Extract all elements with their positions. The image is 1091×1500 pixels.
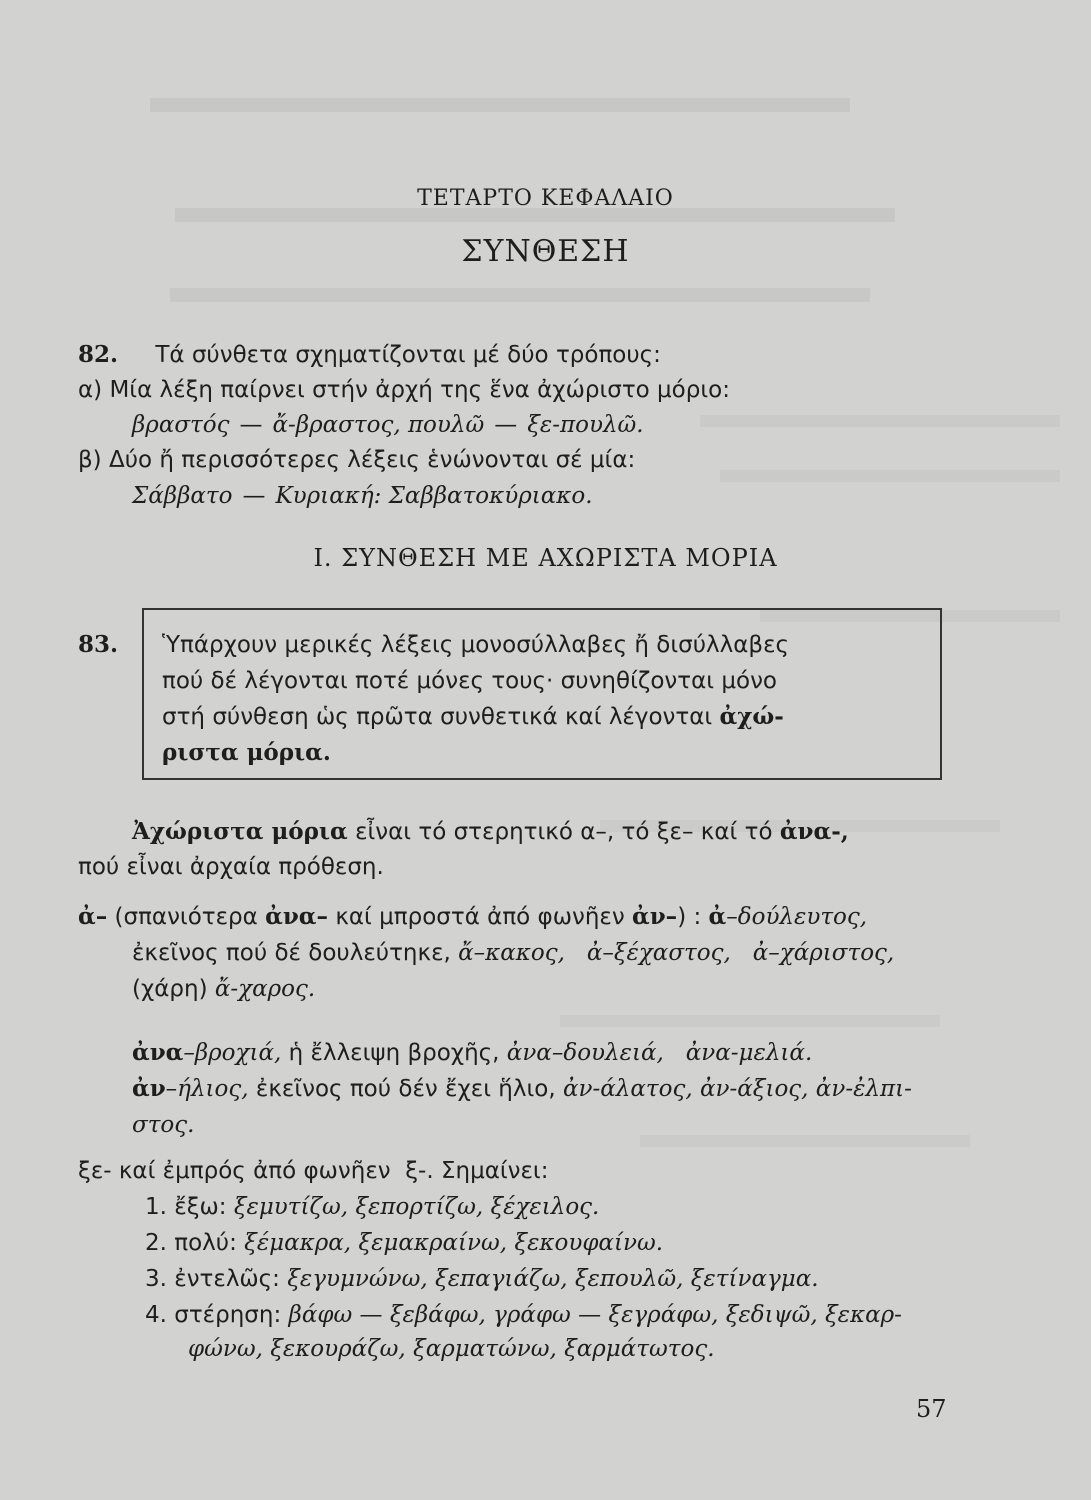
page-number: 57: [916, 1395, 947, 1423]
term-bold: ἀνα-,: [779, 818, 849, 845]
example-word: ἀν-άλατος, ἀν-άξιος, ἀν-ἐλπι-: [562, 1076, 912, 1102]
list-item: [145, 1192, 599, 1222]
list-item-examples: ξεμυτίζω, ξεπορτίζω, ξέχειλος.: [233, 1194, 600, 1220]
term-bold: ριστα μόρια.: [162, 739, 331, 766]
text: (σπανιότερα: [114, 904, 258, 930]
dash: —: [239, 412, 263, 438]
paragraph-number-82: 82.: [78, 341, 119, 368]
para83-line1: Ὑπάρχουν μερικές λέξεις μονοσύλλαβες ἤ δισύλλαβες: [162, 632, 790, 658]
para82-b: β) Δύο ἤ περισσότερες λέξεις ἑνώνονται σέ μία:: [78, 447, 636, 473]
section-heading: Ι. ΣΥΝΘΕΣΗ ΜΕ ΑΧΩΡΙΣΤΑ ΜΟΡΙΑ: [313, 544, 778, 572]
para83-line2: πού δέ λέγονται ποτέ μόνες τους· συνηθίζονται μόνο: [162, 668, 778, 694]
example-word: –δούλευτος,: [726, 904, 868, 930]
example-word: στος.: [132, 1112, 195, 1138]
text: πού εἶναι ἀρχαία πρόθεση.: [78, 854, 384, 880]
text: εἶναι τό στερητικό α–, τό ξε– καί τό: [355, 819, 773, 845]
term-bold: Ἀχώριστα μόρια: [132, 818, 348, 845]
para83-line3: στή σύνθεση ὡς πρῶτα συνθετικά καί λέγονται: [162, 704, 713, 730]
dash: —: [494, 412, 518, 438]
term-bold: ἀ: [708, 903, 727, 930]
list-item-label: 4. στέρηση:: [145, 1302, 282, 1328]
list-item: [145, 1264, 819, 1294]
example-word: ἄ–κακος, ἀ–ξέχαστος, ἀ–χάριστος,: [458, 940, 895, 966]
list-item: [145, 1228, 663, 1258]
example-word: –βροχιά,: [183, 1040, 282, 1066]
para82-a-example: [132, 410, 644, 440]
list-item: [145, 1300, 902, 1330]
chapter-label: ΤΕΤΑΡΤΟ ΚΕΦΑΛΑΙΟ: [417, 186, 674, 211]
term-bold: ἀν–: [632, 903, 678, 930]
term-bold: ἀν: [132, 1075, 166, 1102]
list-item-examples: ξέμακρα, ξεμακραίνω, ξεκουφαίνω.: [244, 1230, 664, 1256]
chapter-title: ΣΥΝΘΕΣΗ: [461, 234, 630, 269]
example-word: –ήλιος,: [165, 1076, 249, 1102]
list-item-examples: ξεγυμνώνω, ξεπαγιάζω, ξεπουλῶ, ξετίναγμα.: [287, 1266, 819, 1292]
list-item-examples: βάφω — ξεβάφω, γράφω — ξεγράφω, ξεδιψῶ, ξεκαρ-: [288, 1302, 902, 1328]
term-bold: ἀνα–: [265, 903, 328, 930]
example-word: ἀνα–δουλειά, ἀνα-μελιά.: [506, 1040, 813, 1066]
example-word: βραστός: [132, 412, 230, 438]
example-word: Σάββατο: [132, 483, 233, 509]
para82-b-example: [132, 481, 593, 511]
list-item-continuation: φώνω, ξεκουράζω, ξαρματώνω, ξαρμάτωτος.: [188, 1336, 715, 1362]
list-item-label: 3. ἐντελῶς:: [145, 1266, 280, 1292]
dash: —: [242, 483, 266, 509]
para82-intro: Τά σύνθετα σχηματίζονται μέ δύο τρόπους:: [155, 342, 661, 368]
example-word: ἄ-χαρος.: [214, 976, 316, 1002]
text: (χάρη): [132, 976, 208, 1002]
text: ἐκεῖνος πού δέ δουλεύτηκε,: [132, 940, 451, 966]
term-bold: ἀ–: [78, 903, 108, 930]
term-bold: ἀχώ-: [719, 703, 784, 730]
example-word: ξε-πουλῶ.: [527, 412, 644, 438]
list-item-label: 2. πολύ:: [145, 1230, 237, 1256]
text: ἡ ἔλλειψη βροχῆς,: [288, 1040, 500, 1066]
example-word: ἄ-βραστος, πουλῶ: [272, 412, 485, 438]
text: ἐκεῖνος πού δέν ἔχει ἥλιο,: [255, 1076, 556, 1102]
para82-a: α) Μία λέξη παίρνει στήν ἀρχή της ἕνα ἀχώριστο μόριο:: [78, 377, 730, 403]
example-word: Κυριακή: Σαββατοκύριακο.: [275, 483, 593, 509]
list-item-label: 1. ἔξω:: [145, 1194, 227, 1220]
text: ) :: [677, 904, 702, 930]
paragraph-number-83: 83.: [78, 631, 119, 658]
xe-intro: ξε- καί ἐμπρός ἀπό φωνῆεν ξ-. Σημαίνει:: [78, 1158, 549, 1184]
term-bold: ἀνα: [132, 1039, 184, 1066]
text: καί μπροστά ἀπό φωνῆεν: [335, 904, 625, 930]
